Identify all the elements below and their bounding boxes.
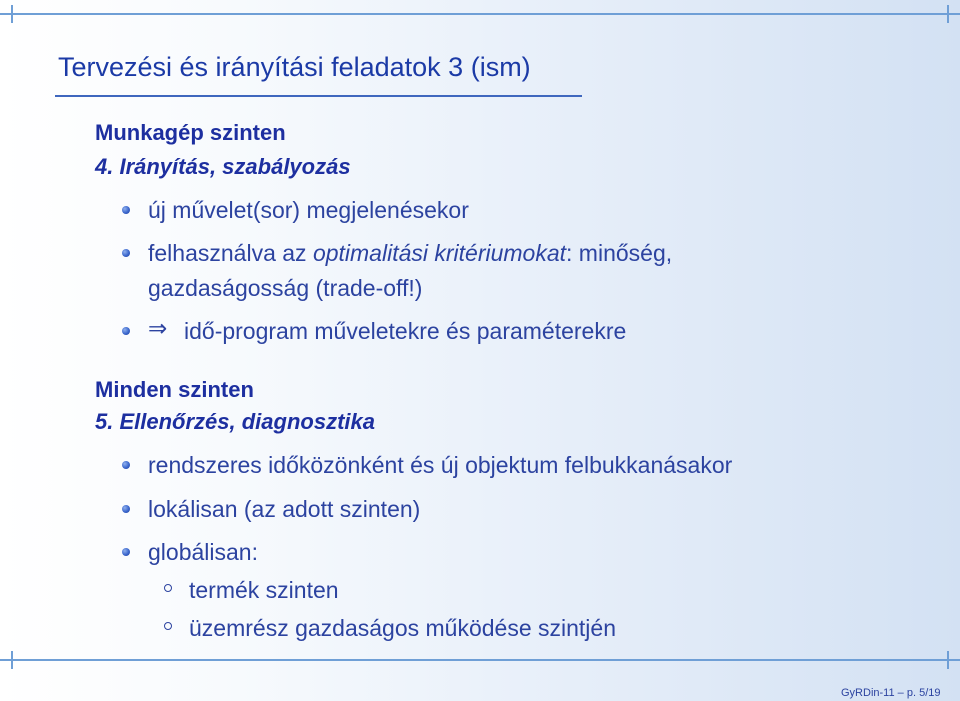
list-item: idő-program műveletekre és paraméterekre [184, 318, 627, 344]
list-item-prefix: felhasználva az [148, 240, 313, 266]
list-item-continuation: gazdaságosság (trade-off!) [148, 275, 423, 301]
top-frame-line [0, 13, 960, 15]
sub-list-item: termék szinten [189, 577, 339, 603]
slide-title: Tervezési és irányítási feladatok 3 (ism) [58, 52, 531, 82]
bullet-icon [122, 461, 130, 469]
top-left-frame-mark [11, 5, 13, 23]
sub-list-item: üzemrész gazdaságos működése szintjén [189, 615, 617, 641]
section2-heading: Minden szinten [95, 377, 254, 402]
implies-arrow-icon: ⇒ [148, 316, 168, 342]
emphasis-text: optimalitási kritériumokat [312, 240, 567, 266]
section1-subheading: 4. Irányítás, szabályozás [95, 154, 351, 179]
bottom-frame-line [0, 659, 960, 661]
list-item [148, 240, 672, 267]
list-item: lokálisan (az adott szinten) [148, 496, 421, 522]
bottom-right-frame-mark [947, 651, 949, 669]
list-item: globálisan: [148, 539, 258, 565]
bullet-icon [122, 505, 130, 513]
top-right-frame-mark [947, 5, 949, 23]
bullet-icon [122, 249, 130, 257]
footer [841, 687, 940, 699]
bullet-icon [122, 548, 130, 556]
list-item: új művelet(sor) megjelenésekor [148, 197, 469, 223]
sub-bullet-icon [164, 584, 172, 592]
list-item-suffix: : minőség, [566, 240, 673, 266]
footer-source: GyRDin-11 [841, 687, 895, 699]
list-item: rendszeres időközönként és új objektum felbukkanásakor [148, 452, 733, 478]
footer-separator: – [897, 687, 904, 699]
bottom-left-frame-mark [11, 651, 13, 669]
section2-subheading: 5. Ellenőrzés, diagnosztika [95, 409, 375, 434]
section1-heading: Munkagép szinten [95, 120, 286, 145]
bullet-icon [122, 206, 130, 214]
bullet-icon [122, 327, 130, 335]
page-number: p. 5/19 [906, 687, 941, 699]
title-underline [55, 95, 582, 97]
sub-bullet-icon [164, 622, 172, 630]
